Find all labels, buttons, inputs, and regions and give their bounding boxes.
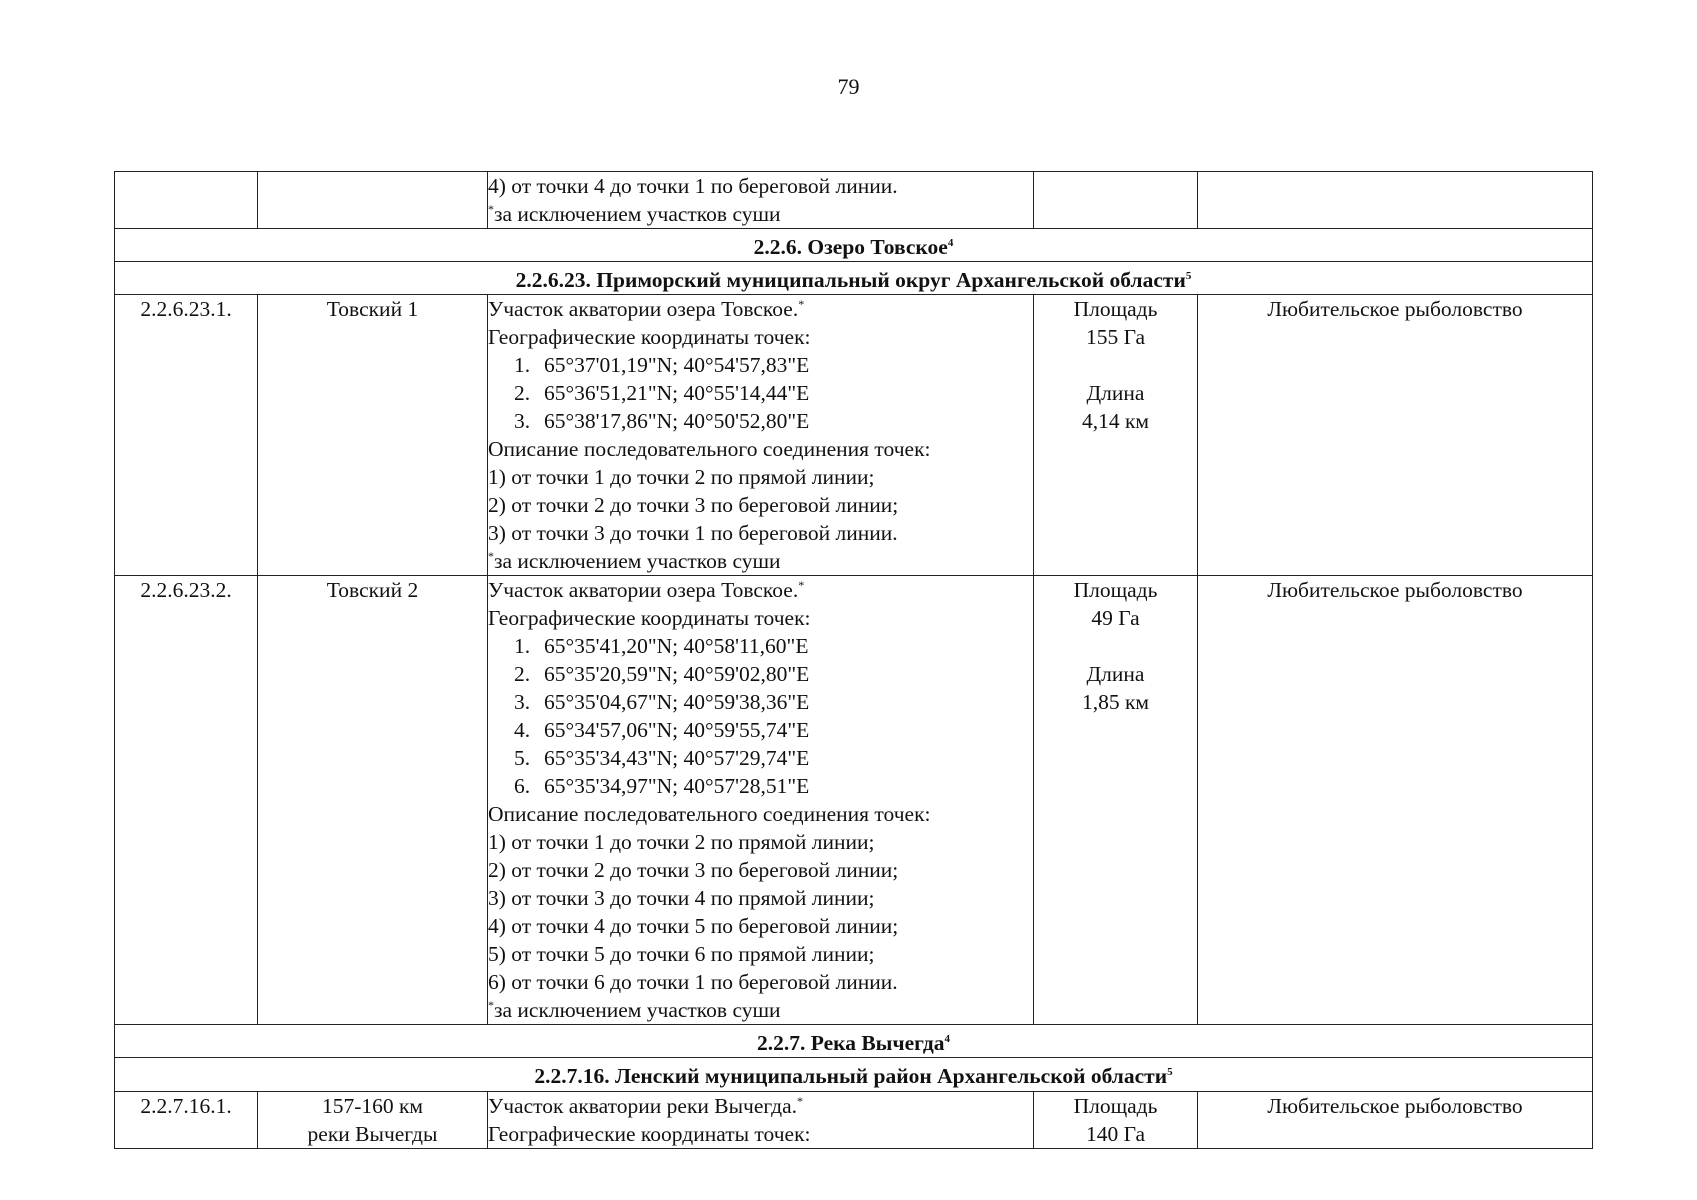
coordinate-item: 3. 65°35'04,67"N; 40°59'38,36"E bbox=[514, 690, 810, 715]
connection-line: 4) от точки 4 до точки 5 по береговой линии; bbox=[488, 914, 899, 939]
table-row bbox=[115, 1091, 1593, 1148]
section-row bbox=[115, 229, 1593, 262]
area-label: Площадь bbox=[1073, 1093, 1158, 1118]
connection-line: 3) от точки 3 до точки 4 по прямой линии; bbox=[488, 886, 875, 911]
cell-area bbox=[1034, 576, 1198, 1025]
coordinate-item: 2. 65°36'51,21"N; 40°55'14,44"E bbox=[514, 381, 810, 406]
cell-area bbox=[1034, 172, 1198, 229]
exclusion-note: *за исключением участков суши bbox=[488, 549, 781, 574]
length-label: Длина bbox=[1086, 662, 1145, 687]
coordinates-label: Географические координаты точек: bbox=[488, 606, 811, 631]
cell-name: Товский 2 bbox=[258, 576, 488, 1025]
coordinates-label: Географические координаты точек: bbox=[488, 1121, 811, 1146]
cell-name: Товский 1 bbox=[258, 295, 488, 576]
area-label: Площадь bbox=[1073, 297, 1158, 322]
cell-number: 2.2.6.23.1. bbox=[115, 295, 258, 576]
length-value: 4,14 км bbox=[1081, 409, 1150, 434]
cell-use: Любительское рыболовство bbox=[1198, 295, 1593, 576]
connection-line: 2) от точки 2 до точки 3 по береговой линии; bbox=[488, 493, 899, 518]
section-heading-lake: 2.2.6. Озеро Товское$^4$ bbox=[115, 229, 1593, 262]
connection-line: 5) от точки 5 до точки 6 по прямой линии; bbox=[488, 942, 875, 967]
section-row bbox=[115, 1058, 1593, 1091]
section-row bbox=[115, 262, 1593, 295]
cell-number: 2.2.7.16.1. bbox=[115, 1091, 258, 1148]
connection-label: Описание последовательного соединения точек: bbox=[488, 437, 931, 462]
area-value: 155 Га bbox=[1085, 325, 1146, 350]
connection-line: 1) от точки 1 до точки 2 по прямой линии; bbox=[488, 830, 875, 855]
exclusion-note: *за исключением участков суши bbox=[488, 201, 781, 226]
section-heading-river: 2.2.7. Река Вычегда$^4$ bbox=[115, 1025, 1593, 1058]
cell-number: 2.2.6.23.2. bbox=[115, 576, 258, 1025]
section-heading-primorsky: 2.2.6.23. Приморский муниципальный округ Архангельской области$^5$ bbox=[115, 262, 1593, 295]
table-row-continuation bbox=[115, 172, 1593, 229]
length-label: Длина bbox=[1086, 381, 1145, 406]
table-row bbox=[115, 295, 1593, 576]
cell-name bbox=[258, 172, 488, 229]
cell-area bbox=[1034, 295, 1198, 576]
cell-area bbox=[1034, 1091, 1198, 1148]
coordinate-item: 2. 65°35'20,59"N; 40°59'02,80"E bbox=[514, 662, 810, 687]
cell-description bbox=[488, 295, 1034, 576]
section-row bbox=[115, 1025, 1593, 1058]
coordinates-label: Географические координаты точек: bbox=[488, 325, 811, 350]
connection-line: 6) от точки 6 до точки 1 по береговой линии. bbox=[488, 970, 898, 995]
table-row bbox=[115, 576, 1593, 1025]
description-title: Участок акватории реки Вычегда.* bbox=[488, 1093, 804, 1118]
page-number: 79 bbox=[837, 74, 860, 99]
connection-line: 1) от точки 1 до точки 2 по прямой линии; bbox=[488, 465, 875, 490]
cell-use: Любительское рыболовство bbox=[1198, 576, 1593, 1025]
cell-name: 157-160 км реки Вычегды bbox=[258, 1091, 488, 1148]
connection-line: 4) от точки 4 до точки 1 по береговой линии. bbox=[488, 174, 898, 198]
length-value: 1,85 км bbox=[1081, 690, 1150, 715]
coordinate-item: 5. 65°35'34,43"N; 40°57'29,74"E bbox=[514, 746, 810, 771]
fishing-areas-table bbox=[114, 171, 1593, 1149]
description-title: Участок акватории озера Товское.* bbox=[488, 297, 805, 322]
cell-description bbox=[488, 172, 1034, 229]
connection-line: 3) от точки 3 до точки 1 по береговой линии. bbox=[488, 521, 898, 546]
cell-use bbox=[1198, 172, 1593, 229]
section-heading-lensky: 2.2.7.16. Ленский муниципальный район Архангельской области$^5$ bbox=[115, 1058, 1593, 1091]
area-value: 140 Га bbox=[1085, 1121, 1146, 1146]
footnote-star: * bbox=[488, 201, 494, 216]
coordinate-item: 4. 65°34'57,06"N; 40°59'55,74"E bbox=[514, 718, 810, 743]
coordinate-item: 1. 65°37'01,19"N; 40°54'57,83"E bbox=[514, 353, 810, 378]
cell-number bbox=[115, 172, 258, 229]
cell-description bbox=[488, 1091, 1034, 1148]
area-value: 49 Га bbox=[1091, 606, 1140, 631]
cell-use: Любительское рыболовство bbox=[1198, 1091, 1593, 1148]
description-title: Участок акватории озера Товское.* bbox=[488, 578, 805, 603]
area-label: Площадь bbox=[1073, 578, 1158, 603]
connection-label: Описание последовательного соединения точек: bbox=[488, 802, 931, 827]
coordinate-item: 3. 65°38'17,86"N; 40°50'52,80"E bbox=[514, 409, 810, 434]
connection-line: 2) от точки 2 до точки 3 по береговой линии; bbox=[488, 858, 899, 883]
cell-description bbox=[488, 576, 1034, 1025]
coordinate-item: 6. 65°35'34,97"N; 40°57'28,51"E bbox=[514, 774, 810, 799]
exclusion-note: *за исключением участков суши bbox=[488, 998, 781, 1023]
coordinate-item: 1. 65°35'41,20"N; 40°58'11,60"E bbox=[514, 634, 809, 659]
